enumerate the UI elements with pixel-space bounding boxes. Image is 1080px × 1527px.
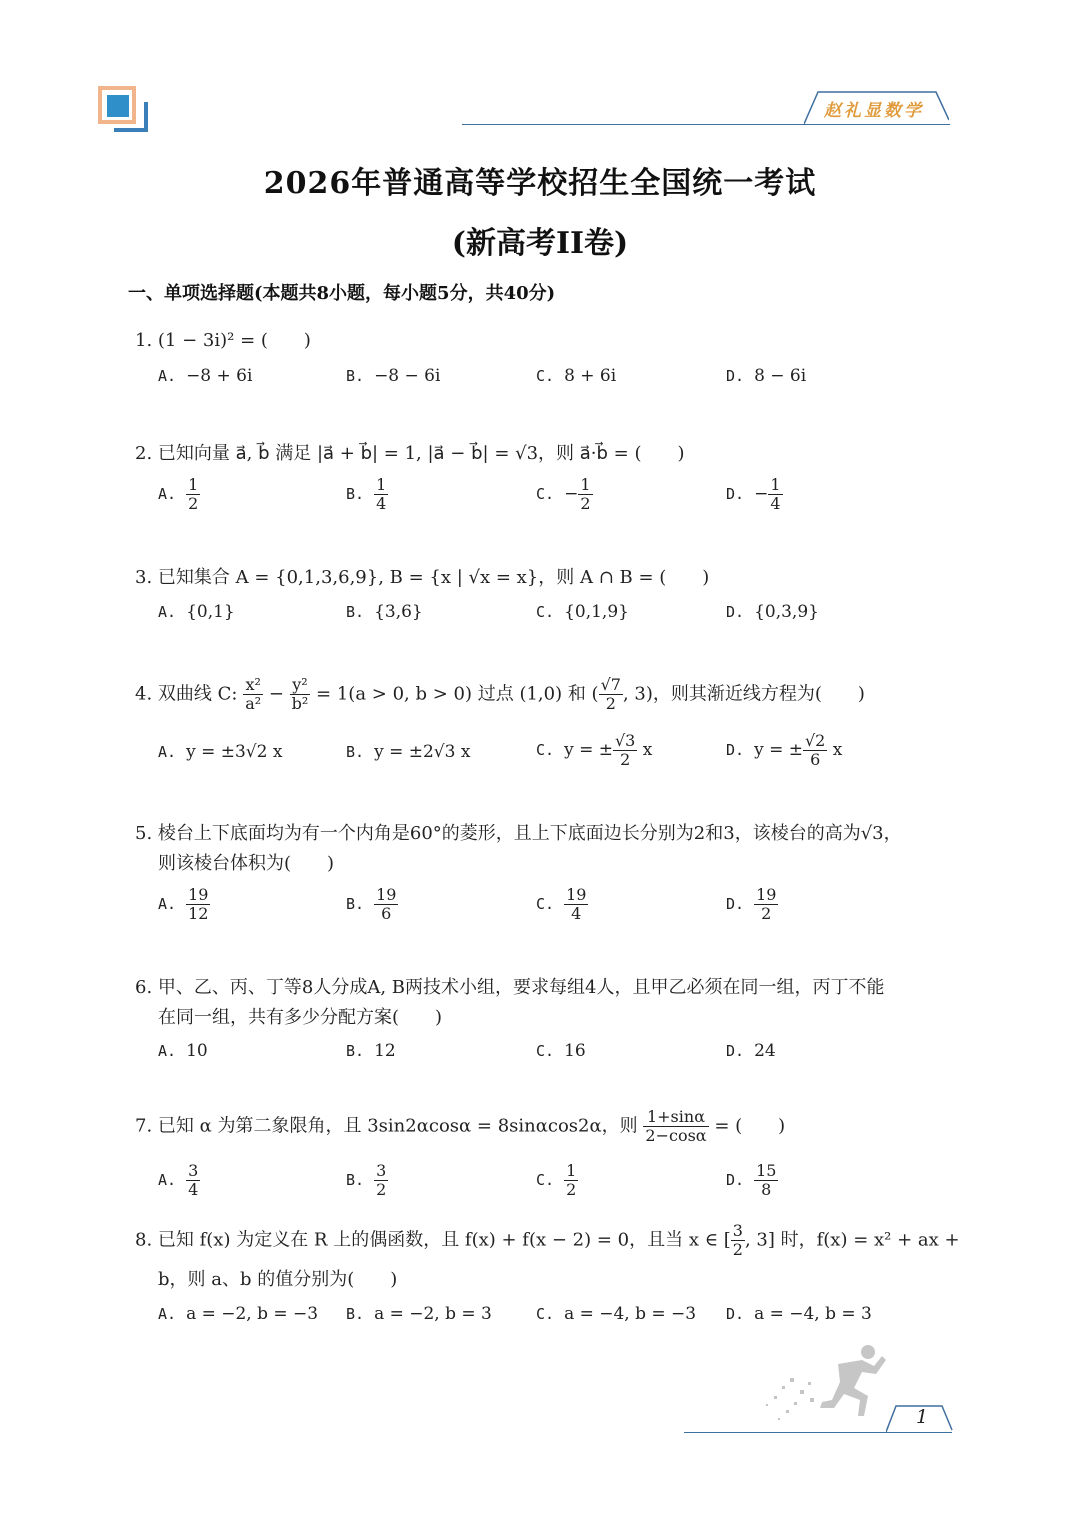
- option-7c: C. $\frac{1}{2}$: [536, 1161, 577, 1199]
- option-6b: B. 12: [346, 1041, 396, 1061]
- page-number: 1: [916, 1406, 929, 1428]
- option-8a: A. a = −2, b = −3: [158, 1304, 319, 1324]
- option-7d: D. $\frac{15}{8}$: [726, 1161, 777, 1199]
- question-8-cont: b，则 a、b 的值分别为( ): [158, 1269, 398, 1290]
- option-5a: A. $\frac{19}{12}$: [158, 885, 209, 923]
- option-8b: B. a = −2, b = 3: [346, 1304, 492, 1324]
- logo-square: [107, 95, 129, 117]
- question-3: 3. 已知集合 A = {0,1,3,6,9}, B = {x | √x = x}，则 A ∩ B = ( ): [135, 567, 710, 588]
- brand-name: 赵礼显数学: [824, 101, 924, 121]
- question-6-cont: 在同一组，共有多少分配方案( ): [158, 1007, 443, 1028]
- question-1: 1. (1 − 3i)² = ( ): [135, 330, 311, 351]
- question-8: 8. 已知 f(x) 为定义在 R 上的偶函数，且 f(x) + f(x − 2) = 0，且当 x ∈ [ $\frac{3}{2}$ , 3] 时，f(x) = x² + ax +: [135, 1221, 960, 1259]
- option-3a: A. {0,1}: [158, 602, 235, 622]
- option-8d: D. a = −4, b = 3: [726, 1304, 872, 1324]
- option-5b: B. $\frac{19}{6}$: [346, 885, 397, 923]
- option-2b: B. $\frac{1}{4}$: [346, 475, 387, 513]
- option-2d: D. − $\frac{1}{4}$: [726, 475, 781, 513]
- option-6c: C. 16: [536, 1041, 586, 1061]
- question-2: 2. 已知向量 a⃗, b⃗ 满足 |a⃗ + b⃗| = 1, |a⃗ − b⃗| = √3，则 a⃗·b⃗ = ( ): [135, 443, 685, 464]
- option-8c: C. a = −4, b = −3: [536, 1304, 697, 1324]
- option-3b: B. {3,6}: [346, 602, 423, 622]
- option-4a: A. y = ±3√2 x: [158, 742, 283, 762]
- option-7a: A. $\frac{3}{4}$: [158, 1161, 199, 1199]
- option-3c: C. {0,1,9}: [536, 602, 629, 622]
- option-5c: C. $\frac{19}{4}$: [536, 885, 587, 923]
- option-7b: B. $\frac{3}{2}$: [346, 1161, 387, 1199]
- question-4: 4. 双曲线 C: $\frac{\text{x²}}{\text{a²}}$ − $\frac{\text{y²}}{\text{b²}}$ = 1(a > 0, b > 0) 过点 (1,0) 和 ( $\frac{√7}{2}$ , 3)，则其渐近线方程为( ): [135, 675, 865, 713]
- question-5: 5. 棱台上下底面均为有一个内角是60°的菱形，且上下底面边长分别为2和3，该棱台的高为√3，: [135, 823, 902, 844]
- runner-illustration: [750, 1338, 900, 1428]
- option-2c: C. − $\frac{1}{2}$: [536, 475, 591, 513]
- option-6d: D. 24: [726, 1041, 776, 1061]
- question-5-cont: 则该棱台体积为( ): [158, 853, 335, 874]
- option-6a: A. 10: [158, 1041, 208, 1061]
- header-rule: [462, 124, 950, 125]
- option-2a: A. $\frac{1}{2}$: [158, 475, 199, 513]
- option-4b: B. y = ±2√3 x: [346, 742, 471, 762]
- option-1a: A. −8 + 6i: [158, 366, 253, 386]
- question-7: 7. 已知 α 为第二象限角，且 3sin2αcosα = 8sinαcos2α，则 $\frac{1+\sin\alpha}{2-\cos\alpha}$ = ( ): [135, 1107, 786, 1145]
- option-3d: D. {0,3,9}: [726, 602, 819, 622]
- option-1d: D. 8 − 6i: [726, 366, 807, 386]
- exam-title: 2026年普通高等学校招生全国统一考试: [263, 166, 817, 201]
- option-1c: C. 8 + 6i: [536, 366, 617, 386]
- option-1b: B. −8 − 6i: [346, 366, 441, 386]
- option-4c: C. y = ± $\frac{√3}{2}$ x: [536, 731, 653, 769]
- question-6: 6. 甲、乙、丙、丁等8人分成A, B两技术小组，要求每组4人，且甲乙必须在同一组，丙丁不能: [135, 977, 885, 998]
- option-4d: D. y = ± $\frac{√2}{6}$ x: [726, 731, 843, 769]
- section-heading: 一、单项选择题(本题共8小题，每小题5分，共40分): [128, 283, 556, 304]
- exam-subtitle: (新高考II卷): [451, 226, 629, 261]
- option-5d: D. $\frac{19}{2}$: [726, 885, 777, 923]
